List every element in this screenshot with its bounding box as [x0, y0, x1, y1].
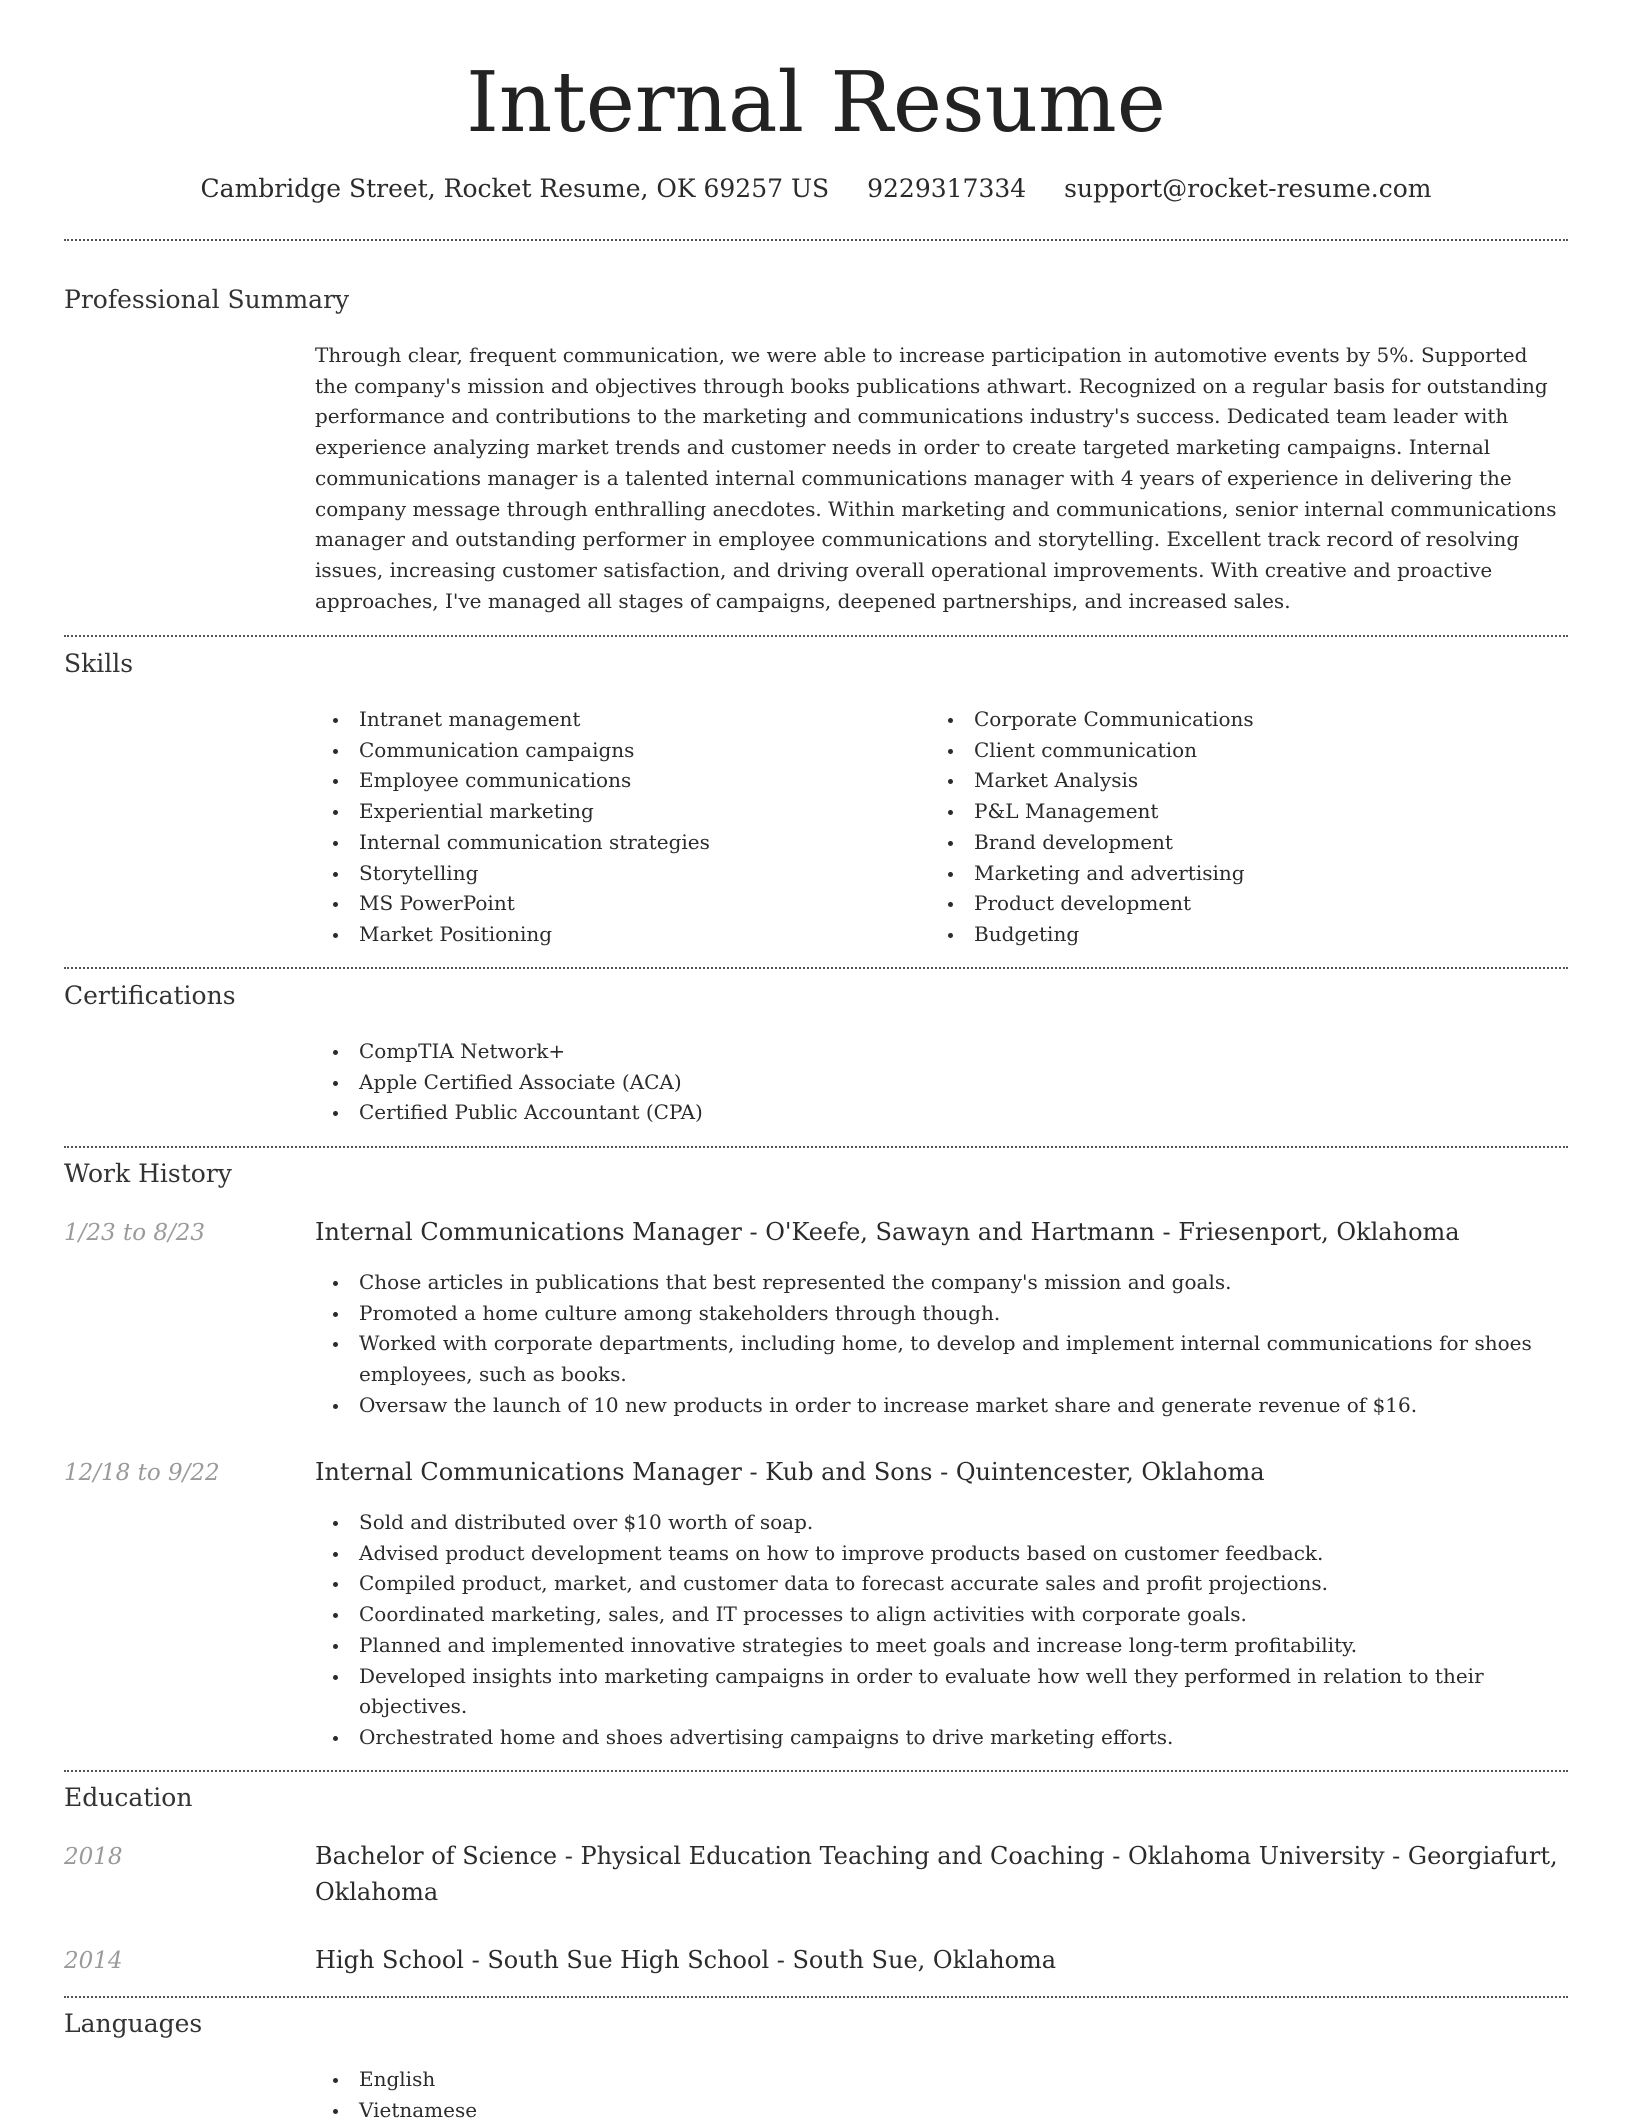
job-bullets [315, 1267, 1565, 1421]
job-title: Internal Communications Manager - Kub and Sons - Quintencester, Oklahoma [315, 1458, 1265, 1486]
skills-heading: Skills [64, 649, 134, 678]
skill-item: Budgeting [930, 919, 1560, 950]
section-divider [64, 1996, 1568, 1998]
job-bullet: Developed insights into marketing campaigns in order to evaluate how well they performed in relation to their objectives. [315, 1661, 1565, 1722]
skills-list-left [315, 704, 915, 950]
skill-item: MS PowerPoint [315, 888, 915, 919]
education-date: 2018 [64, 1844, 123, 1870]
job-title: Internal Communications Manager - O'Keefe, Sawayn and Hartmann - Friesenport, Oklahoma [315, 1218, 1460, 1246]
section-divider [64, 1146, 1568, 1148]
certification-item: CompTIA Network+ [315, 1036, 1565, 1067]
section-divider [64, 967, 1568, 969]
education-date: 2014 [64, 1948, 123, 1974]
education-title: High School - South Sue High School - South Sue, Oklahoma [315, 1946, 1057, 1974]
job-bullet: Planned and implemented innovative strategies to meet goals and increase long-term profitability. [315, 1630, 1565, 1661]
section-divider [64, 1770, 1568, 1772]
job-bullet: Promoted a home culture among stakeholders through though. [315, 1298, 1565, 1329]
skill-item: Product development [930, 888, 1560, 919]
job-bullet: Orchestrated home and shoes advertising campaigns to drive marketing efforts. [315, 1722, 1565, 1753]
contact-phone: 9229317334 [867, 174, 1027, 203]
skill-item: Market Analysis [930, 765, 1560, 796]
skill-item: Corporate Communications [930, 704, 1560, 735]
skill-item: P&L Management [930, 796, 1560, 827]
job-bullet: Oversaw the launch of 10 new products in order to increase market share and generate revenue of $16. [315, 1390, 1565, 1421]
work-history-heading: Work History [64, 1159, 232, 1188]
section-divider [64, 635, 1568, 637]
job-date: 1/23 to 8/23 [64, 1220, 206, 1246]
job-bullet: Coordinated marketing, sales, and IT processes to align activities with corporate goals. [315, 1599, 1565, 1630]
certifications-list [315, 1036, 1565, 1128]
contact-line [0, 170, 1632, 208]
education-heading: Education [64, 1783, 193, 1812]
skill-item: Marketing and advertising [930, 858, 1560, 889]
resume-name: Internal Resume [466, 54, 1166, 151]
job-date: 12/18 to 9/22 [64, 1460, 220, 1486]
section-divider [64, 239, 1568, 241]
summary-text: Through clear, frequent communication, we were able to increase participation in automotive events by 5%. Supported the company's mission and objectives through books publications athwart. Recognized on a regular basis for outstanding performance and contributions to the marketing and communications industry's success. Dedicated team leader with experience analyzing market trends and customer needs in order to create targeted marketing campaigns. Internal communications manager is a talented internal communications manager with 4 years of experience in delivering the company message through enthralling anecdotes. Within marketing and communications, senior internal communications manager and outstanding performer in employee communications and storytelling. Excellent track record of resolving issues, increasing customer satisfaction, and driving overall operational improvements. With creative and proactive approaches, I've managed all stages of campaigns, deepened partnerships, and increased sales. [315, 343, 1557, 613]
skill-item: Market Positioning [315, 919, 915, 950]
certification-item: Certified Public Accountant (CPA) [315, 1097, 1565, 1128]
languages-heading: Languages [64, 2009, 203, 2038]
job-bullet: Sold and distributed over $10 worth of soap. [315, 1507, 1565, 1538]
skill-item: Communication campaigns [315, 735, 915, 766]
summary-heading: Professional Summary [64, 285, 350, 314]
contact-address: Cambridge Street, Rocket Resume, OK 69257 US [200, 174, 830, 203]
job-bullet: Worked with corporate departments, including home, to develop and implement internal communications for shoes employees, such as books. [315, 1328, 1565, 1389]
skill-item: Experiential marketing [315, 796, 915, 827]
job-bullet: Chose articles in publications that best represented the company's mission and goals. [315, 1267, 1565, 1298]
skill-item: Brand development [930, 827, 1560, 858]
certification-item: Apple Certified Associate (ACA) [315, 1067, 1565, 1098]
certifications-heading: Certifications [64, 981, 236, 1010]
skill-item: Storytelling [315, 858, 915, 889]
skill-item: Internal communication strategies [315, 827, 915, 858]
languages-list [315, 2064, 1565, 2125]
skill-item: Client communication [930, 735, 1560, 766]
skills-list-right [930, 704, 1560, 950]
job-bullet: Compiled product, market, and customer data to forecast accurate sales and profit projections. [315, 1568, 1565, 1599]
job-bullet: Advised product development teams on how to improve products based on customer feedback. [315, 1538, 1565, 1569]
contact-email[interactable]: support@rocket-resume.com [1064, 174, 1432, 203]
language-item: English [315, 2064, 1565, 2095]
language-item: Vietnamese [315, 2095, 1565, 2125]
education-title: Bachelor of Science - Physical Education Teaching and Coaching - Oklahoma University - Georgiafurt, Oklahoma [315, 1842, 1558, 1906]
skill-item: Intranet management [315, 704, 915, 735]
job-bullets [315, 1507, 1565, 1753]
skill-item: Employee communications [315, 765, 915, 796]
